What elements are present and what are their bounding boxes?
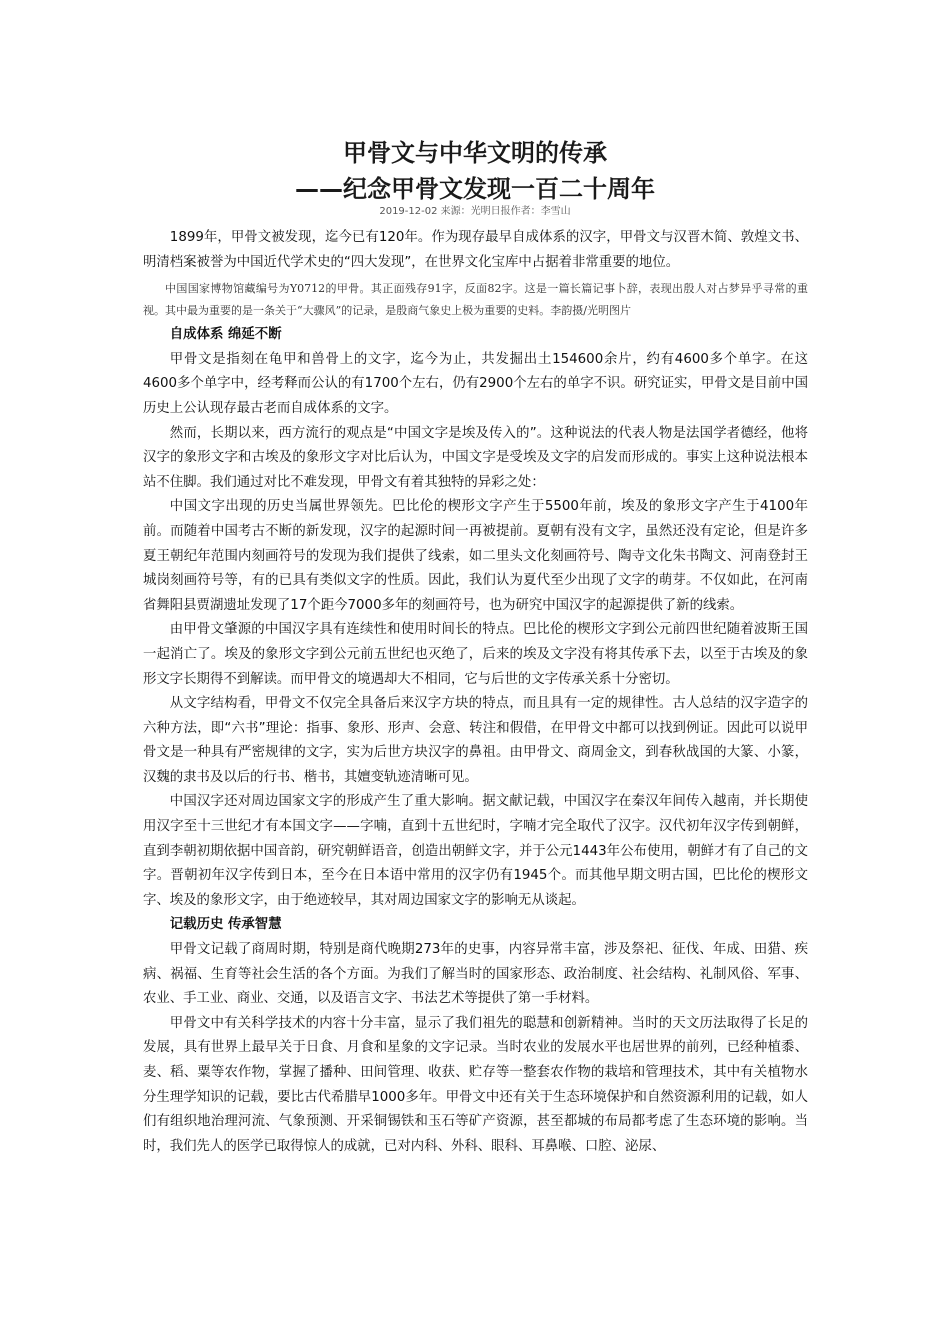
image-caption: 中国国家博物馆藏编号为Y0712的甲骨。其正面残存91字，反面82字。这是一篇长篇记事卜辞，表现出殷人对占梦异乎寻常的重视。其中最为重要的是一条关于“大骤风”的记录，是殷商气象史上极为重要的史料。李韵摄/光明图片 <box>143 282 808 317</box>
paragraph: 甲骨文是指刻在龟甲和兽骨上的文字，迄今为止，共发掘出土154600余片，约有4600多个单字。在这4600多个单字中，经考释而公认的有1700个左右，仍有2900个左右的单字不识。研究证实，甲骨文是目前中国历史上公认现存最古老而自成体系的文字。 <box>143 351 808 416</box>
article-subtitle: ——纪念甲骨文发现一百二十周年 <box>295 175 655 203</box>
paragraph: 然而，长期以来，西方流行的观点是“中国文字是埃及传入的”。这种说法的代表人物是法国学者德经，他将汉字的象形文字和古埃及的象形文字对比后认为，中国文字是受埃及文字的启发而形成的。事实上这种说法根本站不住脚。我们通过对比不难发现，甲骨文有着其独特的异彩之处： <box>143 425 808 490</box>
paragraph: 从文字结构看，甲骨文不仅完全具备后来汉字方块的特点，而且具有一定的规律性。古人总结的汉字造字的六种方法，即“六书”理论：指事、象形、形声、会意、转注和假借，在甲骨文中都可以找到例证。因此可以说甲骨文是一种具有严密规律的文字，实为后世方块汉字的鼻祖。由甲骨文、商周金文，到春秋战国的大篆、小篆，汉魏的隶书及以后的行书、楷书，其嬗变轨迹清晰可见。 <box>143 696 808 785</box>
article-meta: 2019-12-02 来源：光明日报作者：李雪山 <box>379 206 571 217</box>
paragraph-intro: 1899年，甲骨文被发现，迄今已有120年。作为现存最早自成体系的汉字，甲骨文与汉晋木简、敦煌文书、明清档案被誉为中国近代学术史的“四大发现”，在世界文化宝库中占据着非常重要的地位。 <box>143 230 808 270</box>
paragraph: 中国文字出现的历史当属世界领先。巴比伦的楔形文字产生于5500年前，埃及的象形文字产生于4100年前。而随着中国考古不断的新发现，汉字的起源时间一再被提前。夏朝有没有文字，虽然还没有定论，但是许多夏王朝纪年范围内刻画符号的发现为我们提供了线索，如二里头文化刻画符号、陶寺文化朱书陶文、河南登封王城岗刻画符号等，有的已具有类似文字的性质。因此，我们认为夏代至少出现了文字的萌芽。不仅如此，在河南省舞阳县贾湖遗址发现了17个距今7000多年的刻画符号，也为研究中国汉字的起源提供了新的线索。 <box>143 499 808 613</box>
section-heading-2: 记载历史 传承智慧 <box>169 917 282 933</box>
paragraph: 中国汉字还对周边国家文字的形成产生了重大影响。据文献记载，中国汉字在秦汉年间传入越南，并长期使用汉字至十三世纪才有本国文字——字喃，直到十五世纪时，字喃才完全取代了汉字。汉代初年汉字传到朝鲜，直到李朝初期依据中国音韵，研究朝鲜语音，创造出朝鲜文字，并于公元1443年公布使用，朝鲜才有了自己的文字。晋朝初年汉字传到日本，至今在日本语中常用的汉字仍有1945个。而其他早期文明古国，巴比伦的楔形文字、埃及的象形文字，由于绝迹较早，其对周边国家文字的影响无从谈起。 <box>143 794 808 908</box>
section-heading-1: 自成体系 绵延不断 <box>169 327 282 343</box>
article-title: 甲骨文与中华文明的传承 <box>343 139 607 167</box>
paragraph: 甲骨文记载了商周时期，特别是商代晚期273年的史事，内容异常丰富，涉及祭祀、征伐、年成、田猎、疾病、祸福、生育等社会生活的各个方面。为我们了解当时的国家形态、政治制度、社会结构、礼制风俗、军事、农业、手工业、商业、交通，以及语言文字、书法艺术等提供了第一手材料。 <box>143 942 808 1007</box>
paragraph: 甲骨文中有关科学技术的内容十分丰富，显示了我们祖先的聪慧和创新精神。当时的天文历法取得了长足的发展，具有世界上最早关于日食、月食和星象的文字记录。当时农业的发展水平也居世界的前列，已经种植黍、麦、稻、粟等农作物，掌握了播种、田间管理、收获、贮存等一整套农作物的栽培和管理技术，其中有关植物水分生理学知识的记载，要比古代希腊早1000多年。甲骨文中还有关于生态环境保护和自然资源利用的记载，如人们有组织地治理河流、气象预测、开采铜锡铁和玉石等矿产资源，甚至都城的布局都考虑了生态环境的影响。当时，我们先人的医学已取得惊人的成就，已对内科、外科、眼科、耳鼻喉、口腔、泌尿、 <box>143 1015 808 1154</box>
paragraph: 由甲骨文肇源的中国汉字具有连续性和使用时间长的特点。巴比伦的楔形文字到公元前四世纪随着波斯王国一起消亡了。埃及的象形文字到公元前五世纪也灭绝了，后来的埃及文字没有将其传承下去，以至于古埃及的象形文字长期得不到解读。而甲骨文的境遇却大不相同，它与后世的文字传承关系十分密切。 <box>143 622 808 687</box>
article-body <box>143 226 808 1159</box>
